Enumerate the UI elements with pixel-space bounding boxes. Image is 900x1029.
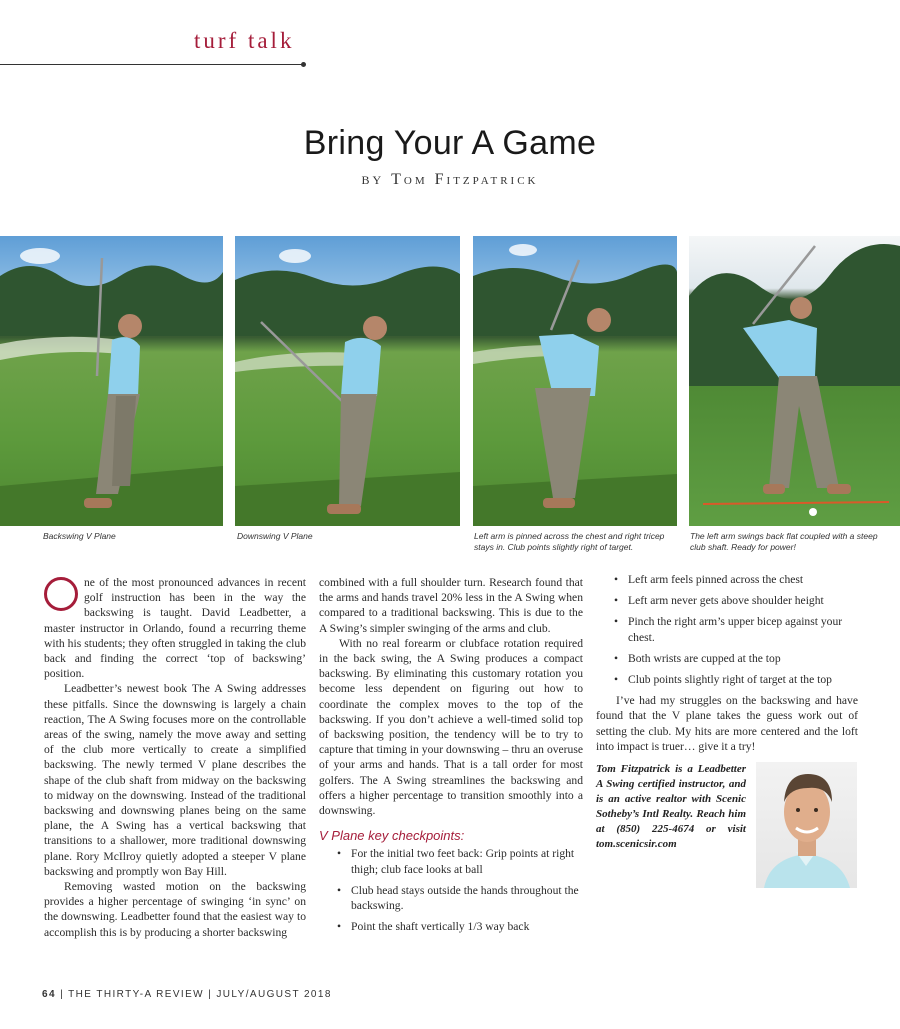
checkpoints-heading: V Plane key checkpoints:: [319, 828, 465, 844]
photo-backswing: [0, 236, 223, 526]
section-label: turf talk: [194, 28, 295, 53]
article-title: Bring Your A Game: [303, 124, 597, 162]
list-item: • For the initial two feet back: Grip points at right thigh; club face looks at ball: [337, 846, 583, 876]
footer-separator: |: [60, 989, 69, 1000]
byline-author: Tom Fitzpatrick: [391, 171, 539, 188]
body-paragraph-5: With no real forearm or clubface rotation required in the back swing, the A Swing produces a compact backswing. By eliminating this customary rotation you become less dependent on figuring out how to coordinate the complex moves to the top of the backswing. If you don’t achieve a well-timed solid top of backswing position, the tendency will be to try to capture that timing in your downswing – thru an overuse of your arms and hands. That is a tall order for most golfers. The A Swing streamlines the backswing and offers a higher percentage to transition smoothly into a downswing.: [319, 636, 583, 818]
body-paragraph-6: I’ve had my struggles on the backswing and have found that the V plane takes the guess work out of setting the club. My hits are more centered and the loft into impact is truer… give it a try!: [596, 694, 858, 753]
body-column-1: [44, 575, 306, 940]
footer-separator: |: [208, 989, 217, 1000]
publication-name: THE THIRTY-A REVIEW: [68, 989, 205, 1000]
list-item: • Both wrists are cupped at the top: [614, 651, 858, 666]
body-column-3: [596, 572, 858, 754]
list-item: • Left arm feels pinned across the chest: [614, 572, 858, 587]
body-column-2: [319, 575, 583, 940]
list-item: • Left arm never gets above shoulder height: [614, 593, 858, 608]
drop-cap-o: [44, 577, 78, 611]
author-headshot: [756, 762, 857, 888]
body-paragraph-4: combined with a full shoulder turn. Research found that the arms and hands travel 20% less in the A Swing when compared to a traditional backswing. This is due to the A Swing’s simpler swinging of the arms and club.: [319, 576, 583, 635]
photo-caption-4: The left arm swings back flat coupled with a steep club shaft. Ready for power!: [690, 531, 878, 552]
list-item: • Pinch the right arm’s upper bicep against your chest.: [614, 614, 858, 644]
page-footer: [42, 989, 332, 1000]
checkpoints-list-1: [319, 846, 583, 934]
body-paragraph-1: ne of the most pronounced advances in recent golf instruction has been in the way the backswing is taught. David Leadbetter, a master instructor in Orlando, found a recurring theme with his students; they often struggled in taking the club back and finding the correct ‘top of backswing’ position.: [44, 576, 306, 681]
photo-caption-3: Left arm is pinned across the chest and right tricep stays in. Club points slightly right of target.: [474, 531, 665, 552]
body-paragraph-2: Leadbetter’s newest book The A Swing addresses these pitfalls. Since the downswing is largely a chain reaction, The A Swing focuses more on the controllable areas of the swing, namely the move away and setting of the club more vertically to create a simplified backswing. The newly termed V plane describes the shape of the club shaft from midway on the backswing to midway on the downswing. Instead of the traditional backswing and downswing planes being on the same plane, the A Swing has a vertical backswing that transitions to a shallower, more traditional downswing plane. Rory McIlroy quietly adopted a steeper V plane backswing and promptly won Bay Hill.: [44, 682, 306, 878]
page-number: 64: [42, 989, 56, 1000]
photo-downswing: [235, 236, 460, 526]
photo-flat-left-arm: [689, 236, 900, 526]
article-byline: [0, 171, 900, 189]
author-bio: Tom Fitzpatrick is a Leadbetter A Swing certified instructor, and is an active realtor with Scenic Sotheby’s Intl Realty. Reach him at (850) 225-4674 or visit tom.scenicsir.com: [596, 763, 746, 850]
golfer-photo-3: [473, 236, 677, 526]
golfer-photo-1: [0, 236, 223, 526]
body-paragraph-3: Removing wasted motion on the backswing provides a higher percentage of swinging ‘in sync’ on the downswing. Leadbetter found that the easiest way to accomplish this is by producing a shorter backswing: [44, 880, 306, 939]
byline-prefix: BY: [361, 173, 385, 187]
photo-top-of-backswing: [473, 236, 677, 526]
issue-date: JULY/AUGUST 2018: [216, 989, 332, 1000]
checkpoints-list-2: [596, 572, 858, 687]
photo-caption-2: Downswing V Plane: [237, 531, 313, 541]
list-item: • Club head stays outside the hands throughout the backswing.: [337, 883, 583, 913]
list-item: • Point the shaft vertically 1/3 way back: [337, 919, 583, 934]
golfer-photo-2: [235, 236, 460, 526]
section-rule: [0, 64, 303, 65]
golfer-photo-4: [689, 236, 900, 526]
photo-caption-1: Backswing V Plane: [43, 531, 116, 541]
author-portrait: [756, 762, 857, 888]
list-item: • Club points slightly right of target at the top: [614, 672, 858, 687]
